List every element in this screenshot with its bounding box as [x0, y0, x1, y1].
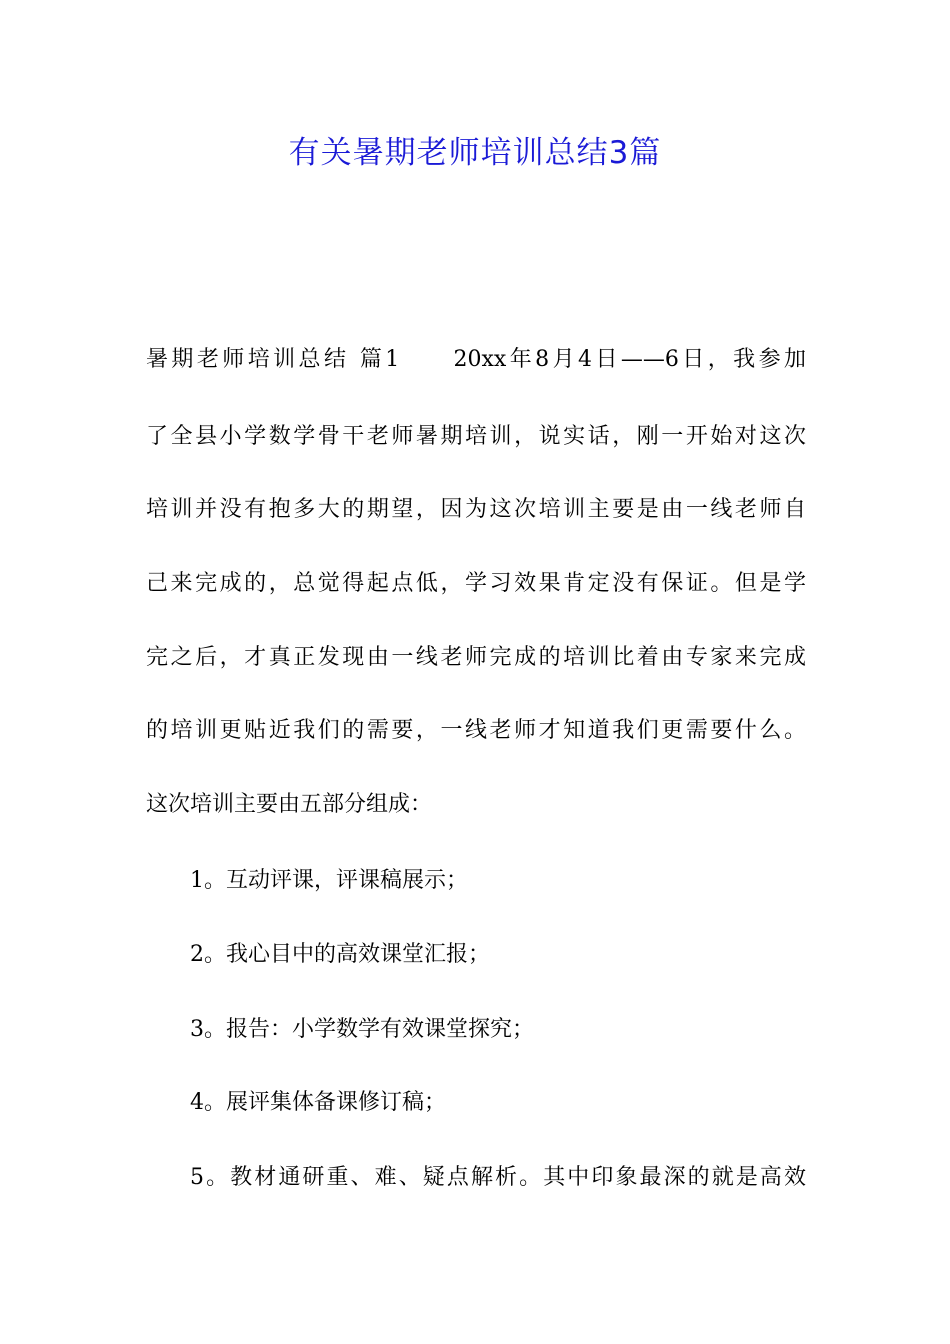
paragraph-line: 暑期老师培训总结 篇1 20xx年8月4日——6日，我参加 — [146, 347, 806, 372]
list-item: 4。展评集体备课修订稿； — [190, 1090, 446, 1115]
list-item: 3。报告：小学数学有效课堂探究； — [190, 1017, 534, 1042]
paragraph-line: 了全县小学数学骨干老师暑期培训，说实话，刚一开始对这次 — [146, 424, 806, 449]
paragraph-line: 己来完成的，总觉得起点低，学习效果肯定没有保证。但是学 — [146, 571, 806, 596]
document-title: 有关暑期老师培训总结3篇 — [288, 135, 662, 171]
list-item: 2。我心目中的高效课堂汇报； — [190, 942, 490, 967]
list-item: 5。教材通研重、难、疑点解析。其中印象最深的就是高效 — [190, 1165, 806, 1190]
paragraph-line: 这次培训主要由五部分组成： — [146, 792, 433, 817]
paragraph-line: 的培训更贴近我们的需要，一线老师才知道我们更需要什么。 — [146, 718, 806, 743]
paragraph-line: 完之后，才真正发现由一线老师完成的培训比着由专家来完成 — [146, 645, 806, 670]
paragraph-line: 培训并没有抱多大的期望，因为这次培训主要是由一线老师自 — [146, 497, 806, 522]
list-item: 1。互动评课，评课稿展示； — [190, 868, 468, 893]
